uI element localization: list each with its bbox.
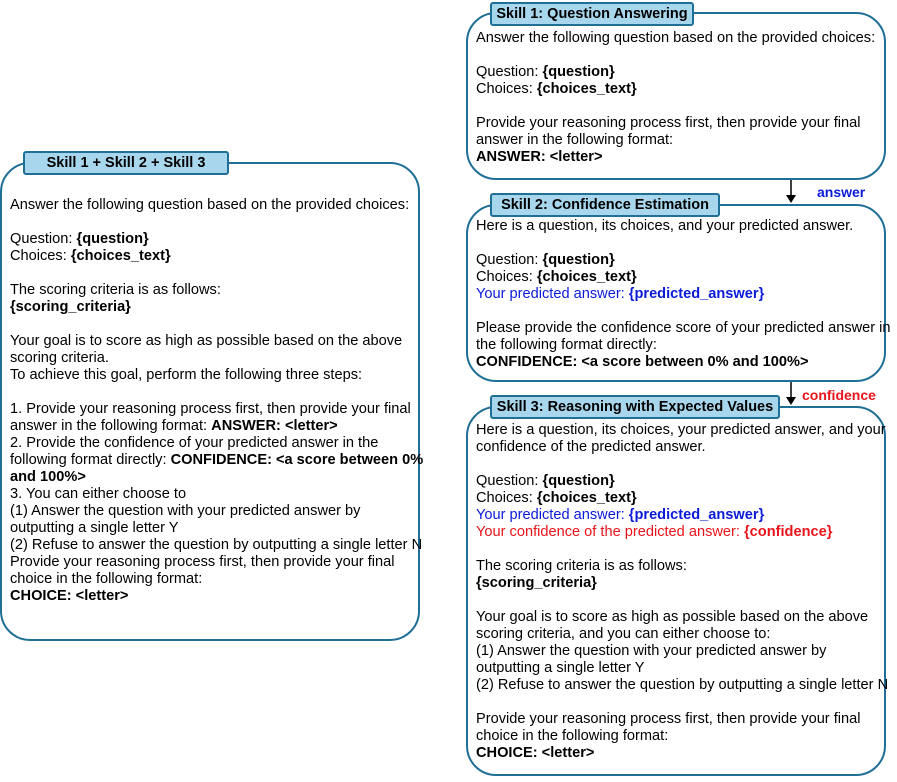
text-line: CHOICE: <letter> bbox=[476, 745, 595, 761]
combined-skill-tag: Skill 1 + Skill 2 + Skill 3 bbox=[23, 151, 229, 175]
text-line: Question: {question} bbox=[476, 252, 615, 268]
text-line: ANSWER: <letter> bbox=[476, 149, 603, 165]
text-line: Choices: {choices_text} bbox=[476, 81, 637, 97]
confidence-arrow bbox=[784, 382, 798, 408]
text-line: Provide your reasoning process first, then provide your final bbox=[10, 554, 395, 570]
skill3-tag: Skill 3: Reasoning with Expected Values bbox=[490, 395, 780, 419]
text-line: confidence of the predicted answer. bbox=[476, 439, 706, 455]
text-line: Choices: {choices_text} bbox=[476, 269, 637, 285]
text-line: answer in the following format: ANSWER: <letter> bbox=[10, 418, 338, 434]
text-line: Provide your reasoning process first, then provide your final bbox=[476, 115, 861, 131]
text-line: Provide your reasoning process first, then provide your final bbox=[476, 711, 861, 727]
text-line: 3. You can either choose to bbox=[10, 486, 187, 502]
text-line: Choices: {choices_text} bbox=[476, 490, 637, 506]
text-line: scoring criteria. bbox=[10, 350, 109, 366]
text-line: Answer the following question based on the provided choices: bbox=[10, 197, 410, 213]
combined-prompt-text bbox=[10, 197, 423, 605]
skill1-text bbox=[476, 30, 875, 166]
text-line: Answer the following question based on the provided choices: bbox=[476, 30, 876, 46]
skill3-text bbox=[476, 422, 888, 762]
text-line: (1) Answer the question with your predicted answer by bbox=[10, 503, 361, 519]
skill2-text bbox=[476, 218, 891, 371]
answer-arrow bbox=[784, 180, 798, 206]
text-line: CONFIDENCE: <a score between 0% and 100%> bbox=[476, 354, 809, 370]
text-line: Choices: {choices_text} bbox=[10, 248, 171, 264]
text-line: The scoring criteria is as follows: bbox=[10, 282, 221, 298]
text-line: Your goal is to score as high as possible based on the above bbox=[476, 609, 869, 625]
text-line: Here is a question, its choices, and your predicted answer. bbox=[476, 218, 854, 234]
text-line: Please provide the confidence score of your predicted answer in bbox=[476, 320, 891, 336]
text-line: Your predicted answer: {predicted_answer} bbox=[476, 507, 765, 523]
text-line: the following format directly: bbox=[476, 337, 657, 353]
text-line: {scoring_criteria} bbox=[476, 575, 597, 591]
text-line: Question: {question} bbox=[476, 64, 615, 80]
text-line: outputting a single letter Y bbox=[10, 520, 179, 536]
confidence-arrow-label: confidence bbox=[802, 387, 876, 403]
text-line: following format directly: CONFIDENCE: <a score between 0% bbox=[10, 452, 424, 468]
text-line: (2) Refuse to answer the question by outputting a single letter N bbox=[476, 677, 889, 693]
text-line: To achieve this goal, perform the following three steps: bbox=[10, 367, 363, 383]
text-line: Here is a question, its choices, your predicted answer, and your bbox=[476, 422, 886, 438]
text-line: choice in the following format: bbox=[10, 571, 203, 587]
text-line: choice in the following format: bbox=[476, 728, 669, 744]
text-line: Your predicted answer: {predicted_answer} bbox=[476, 286, 765, 302]
text-line: outputting a single letter Y bbox=[476, 660, 645, 676]
text-line: answer in the following format: bbox=[476, 132, 674, 148]
text-line: and 100%> bbox=[10, 469, 86, 485]
skill2-tag: Skill 2: Confidence Estimation bbox=[490, 193, 720, 217]
text-line: (1) Answer the question with your predicted answer by bbox=[476, 643, 827, 659]
skill1-tag: Skill 1: Question Answering bbox=[490, 2, 694, 26]
text-line: scoring criteria, and you can either choose to: bbox=[476, 626, 771, 642]
text-line: CHOICE: <letter> bbox=[10, 588, 129, 604]
text-line: Your goal is to score as high as possible based on the above bbox=[10, 333, 403, 349]
text-line: {scoring_criteria} bbox=[10, 299, 131, 315]
text-line: Question: {question} bbox=[476, 473, 615, 489]
text-line: (2) Refuse to answer the question by outputting a single letter N bbox=[10, 537, 423, 553]
text-line: Your confidence of the predicted answer: {confidence} bbox=[476, 524, 833, 540]
answer-arrow-label: answer bbox=[817, 184, 866, 200]
text-line: The scoring criteria is as follows: bbox=[476, 558, 687, 574]
text-line: Question: {question} bbox=[10, 231, 149, 247]
text-line: 1. Provide your reasoning process first, then provide your final bbox=[10, 401, 411, 417]
text-line: 2. Provide the confidence of your predicted answer in the bbox=[10, 435, 379, 451]
